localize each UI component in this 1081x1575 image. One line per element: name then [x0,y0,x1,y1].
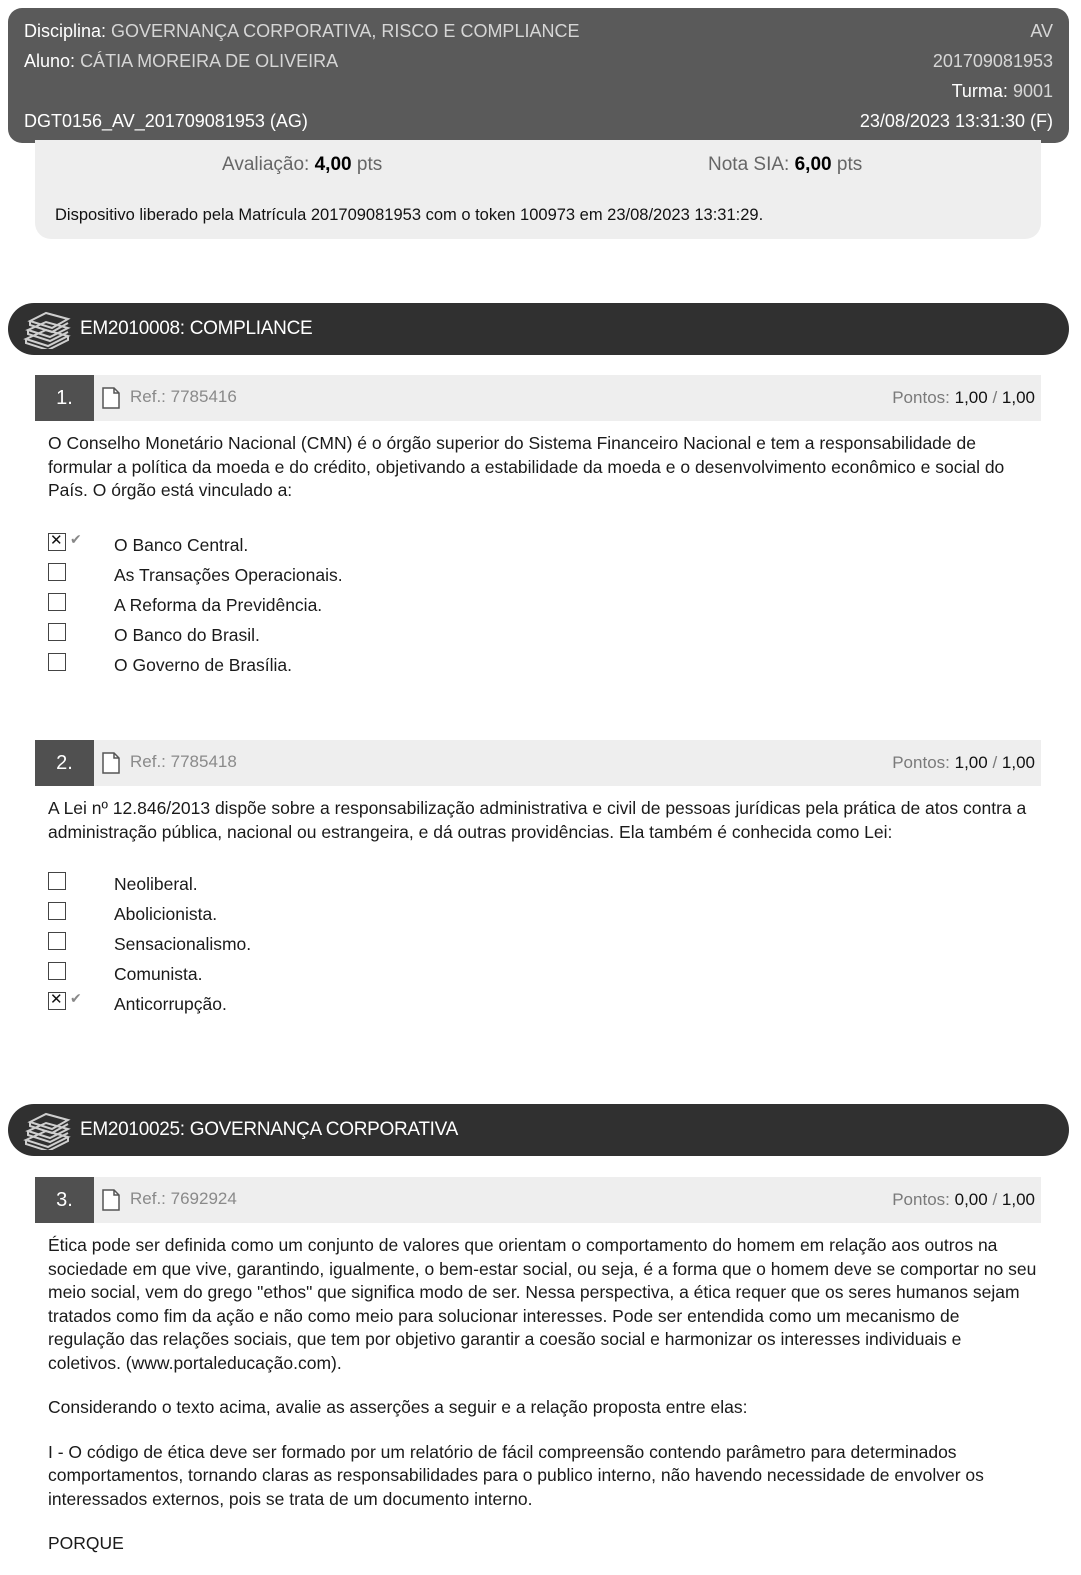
checkbox-checked[interactable] [48,533,66,551]
question-number: 3. [35,1177,94,1223]
section-bar-compliance [8,303,1069,355]
question-ref: Ref.: 7785416 [130,387,237,406]
class-line [952,81,1053,102]
discipline-label: Disciplina: [24,21,107,41]
class-label: Turma: [951,81,1008,101]
option-item[interactable]: Comunista. [48,962,948,992]
checkbox[interactable] [48,623,66,641]
exam-header [8,8,1069,143]
document-icon [102,752,120,774]
checkbox[interactable] [48,593,66,611]
answer-options [48,533,948,683]
question-text: A Lei nº 12.846/2013 dispõe sobre a responsabilização administrativa e civil de pessoas jurídicas pela prática de atos contra a administração pública, nacional ou estrangeira, e dá outras providências. Ela também é conhecida como Lei: [48,798,1027,842]
books-icon [22,1110,72,1150]
checkmark-icon: ✔ [70,532,82,548]
section-bar-governanca [8,1104,1069,1156]
section-title: EM2010025: GOVERNANÇA CORPORATIVA [80,1119,458,1140]
student-name: CÁTIA MOREIRA DE OLIVEIRA [80,51,339,71]
option-item[interactable]: Sensacionalismo. [48,932,948,962]
evaluation-score: Avaliação: 4,00 pts [222,154,383,175]
option-item[interactable]: A Reforma da Previdência. [48,593,948,623]
question-points: Pontos: 1,00 / 1,00 [892,753,1035,772]
question-paragraph: PORQUE [48,1533,124,1553]
question-number: 1. [35,375,94,421]
question-paragraph: Considerando o texto acima, avalie as asserções a seguir e a relação proposta entre elas: [48,1397,748,1417]
checkbox[interactable] [48,932,66,950]
question-ref: Ref.: 7785418 [130,752,237,771]
option-item[interactable]: Neoliberal. [48,872,948,902]
question-text: O Conselho Monetário Nacional (CMN) é o órgão superior do Sistema Financeiro Nacional e tem a responsabilidade de formular a política da moeda e do crédito, objetivando a estabilidade da moeda e o desenvolvimento econômico e social do País. O órgão está vinculado a: [48,433,1005,500]
question-paragraph: Ética pode ser definida como um conjunto de valores que orientam o comportamento do homem em relação aos outros na sociedade em que vive, garantindo, igualmente, o bem-estar social, ou seja, é a forma que o homem deve se comportar no seu meio social, vem do grego "ethos" que significa modo de ser. Nessa perspectiva, a ética requer que os seres humanos sejam tratados como fim da ação e não como meio para solucionar interesses. Pode ser entendida como um mecanismo de regulação das relações sociais, que tem por objetivo garantir a coesão social e harmonizar os interesses individuais e coletivos. (www.portaleducação.com). [48,1235,1037,1373]
exam-datetime: 23/08/2023 13:31:30 (F) [859,111,1053,131]
checkbox[interactable] [48,653,66,671]
question-paragraph: I - O código de ética deve ser formado por um relatório de fácil compreensão contendo parâmetro para determinados comportamentos, tornando claras as responsabilidades para o publico interno, não havendo necessidade de envolver os interessados externos, pois se trata de um documento interno. [48,1441,984,1509]
question-header [35,375,1041,421]
option-item[interactable]: Abolicionista. [48,902,948,932]
checkbox-checked[interactable] [48,992,66,1010]
option-item[interactable]: ✕ ✔ Anticorrupção. [48,992,948,1022]
question-points: Pontos: 1,00 / 1,00 [892,388,1035,407]
exam-type: AV [1030,21,1053,41]
class-value: 9001 [1012,81,1053,101]
score-summary [35,140,1041,239]
answer-options [48,872,948,1022]
discipline-value: GOVERNANÇA CORPORATIVA, RISCO E COMPLIANCE [111,21,580,41]
student-line [24,51,338,72]
question-ref: Ref.: 7692924 [130,1189,237,1208]
registration-number: 201709081953 [932,51,1053,71]
checkbox[interactable] [48,962,66,980]
checkbox[interactable] [48,902,66,920]
option-item[interactable]: As Transações Operacionais. [48,563,948,593]
question-points: Pontos: 0,00 / 1,00 [892,1190,1035,1209]
checkbox[interactable] [48,872,66,890]
option-item[interactable]: ✕ ✔ O Banco Central. [48,533,948,563]
checkmark-icon: ✔ [70,991,82,1007]
section-title: EM2010008: COMPLIANCE [80,318,313,339]
option-item[interactable]: O Banco do Brasil. [48,623,948,653]
discipline-line [24,21,579,42]
question-header [35,1177,1041,1223]
option-item[interactable]: O Governo de Brasília. [48,653,948,683]
student-label: Aluno: [24,51,76,71]
checkbox[interactable] [48,563,66,581]
question-number: 2. [35,740,94,786]
question-text [48,1234,1038,1575]
device-release-text: Dispositivo liberado pela Matrícula 201709081953 com o token 100973 em 23/08/2023 13:31:29. [55,206,764,224]
books-icon [22,309,72,349]
question-header [35,740,1041,786]
sia-score: Nota SIA: 6,00 pts [708,154,863,175]
exam-code: DGT0156_AV_201709081953 (AG) [24,111,308,131]
document-icon [102,387,120,409]
document-icon [102,1189,120,1211]
